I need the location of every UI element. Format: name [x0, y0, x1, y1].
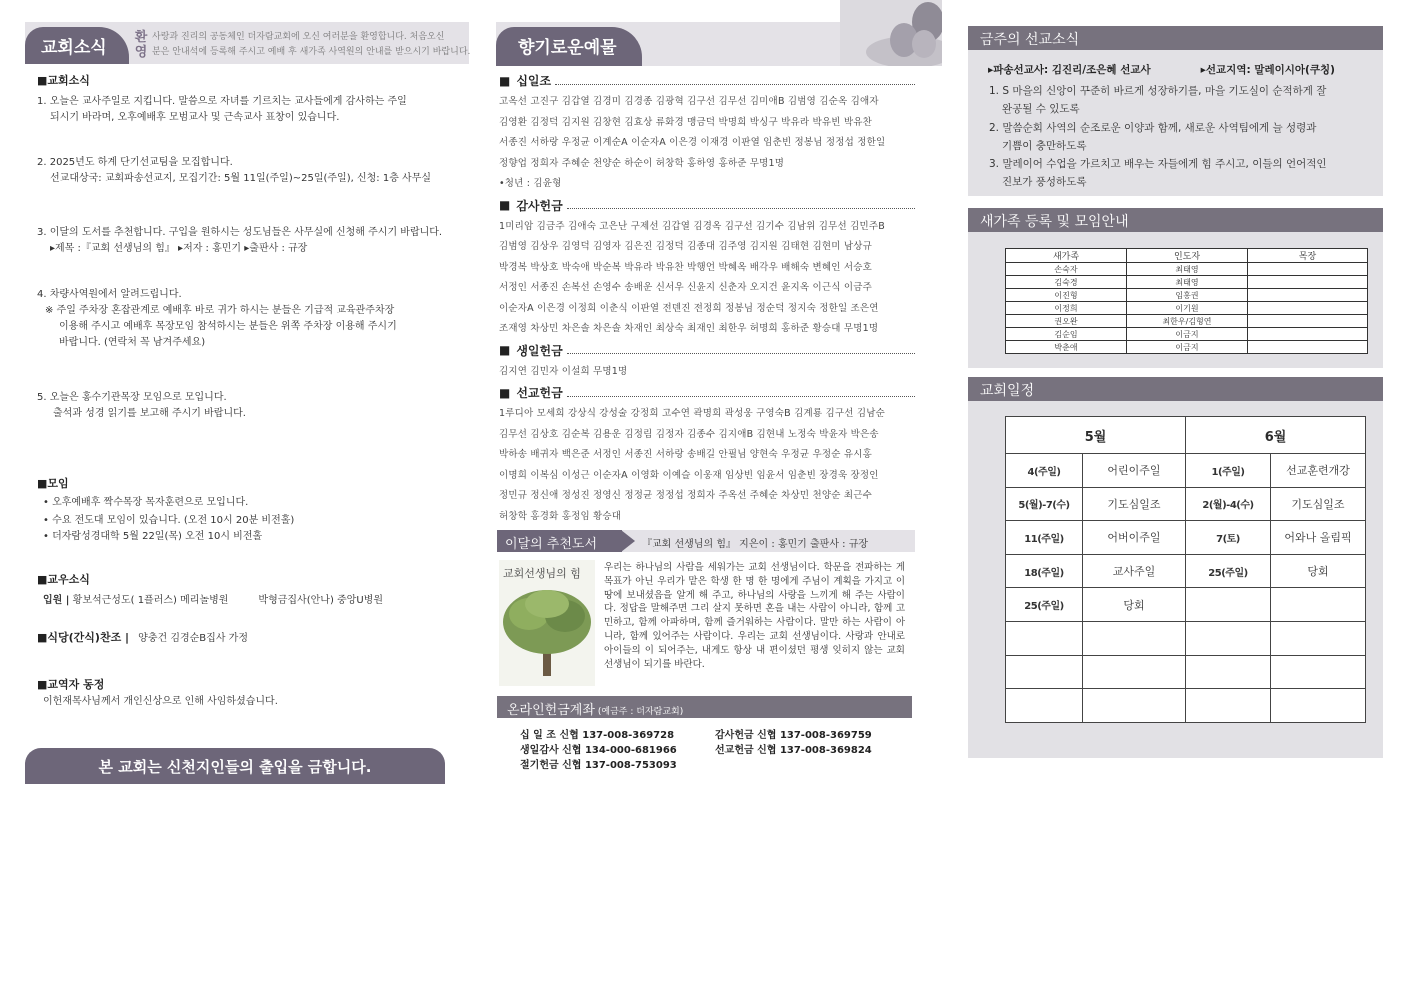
offering-tab: 향기로운예물	[496, 27, 642, 66]
account-item: 감사헌금 신협 137-008-369759	[715, 730, 872, 741]
account-item: 십 일 조 신협 137-008-369728	[520, 730, 675, 741]
online-account-header: 온라인헌금계좌 (예금주 : 더자람교회)	[497, 696, 912, 718]
family-table	[1005, 248, 1368, 354]
news-item-1: 1. 오늘은 교사주일로 지킵니다. 말씀으로 자녀를 기르치는 교사들에게 감사하는 주일 되시기 바라며, 오후예배후 모범교사 및 근속교사 표창이 있습니다.	[37, 96, 407, 123]
visit-section	[37, 571, 457, 609]
offering-names-birthday: 김지연 김민자 이설희 무명1명	[499, 365, 628, 377]
welcome-text: 사랑과 진리의 공동체인 더자람교회에 오신 여러분을 환영합니다. 처음오신 분은 안내석에 등록해 주시고 예배 후 새가족 사역원의 안내를 받으시기 바랍니다.	[152, 32, 471, 57]
table-row: 4(주일) 어린이주일 1(주일) 선교훈련개강	[1006, 454, 1366, 488]
table-row	[1006, 621, 1366, 655]
calendar-month: 5월	[1006, 417, 1186, 454]
offering-title-mission: ■ 선교헌금	[499, 384, 915, 401]
offering-names-mission: 1루디아 모세희 강상식 강성술 강정희 고수연 곽명희 곽성웅 구영숙B 김계룡 김구선 김남순 김무선 김상호 김순복 김용운 김정림 김정자 김종수 김지애B 김현내 노정숙 박윤자 박은송 박하송 배귀자 백은준 서정인 서종진 서하랑 송배길 안필님 양현숙 우정균 우정순 유시홍 이명희 이복심 이성근 이순자A 이영화 이예슬 이웅재 임상빈 임윤서 임춘빈 장경욱 장정인 정민규 정신애 정성진 정영신 정정균 정정섭 정희자 주옥선 주혜순 차상민 천양순 최근수 허창학 홍경화 홍정임 황승대	[499, 408, 885, 522]
meal-header: ■식당(간식)찬조 |	[37, 631, 130, 644]
table-row: 손숙자 최태영	[1006, 263, 1368, 276]
meeting-item: • 더자람성경대학 5월 22일(목) 오전 10시 비전홀	[43, 531, 263, 542]
calendar-month: 6월	[1186, 417, 1366, 454]
news-item-3: 3. 이달의 도서를 추천합니다. 구입을 원하시는 성도님들은 사무실에 신청해 주시기 바랍니다. ▸제목 :『교회 선생님의 힘』 ▸저자 : 홍민기 ▸출판사 : 규장	[37, 227, 443, 254]
table-row: 박춘애 이금지	[1006, 341, 1368, 354]
visit-header: ■교우소식	[37, 573, 90, 586]
family-col-header: 새가족	[1006, 249, 1127, 263]
mission-header: 금주의 선교소식	[968, 26, 1383, 50]
calendar-table	[1005, 416, 1366, 723]
table-row: 11(주일) 어버이주일 7(토) 어와나 올림픽	[1006, 521, 1366, 555]
table-row: 18(주일) 교사주일 25(주일) 당회	[1006, 554, 1366, 588]
family-box-edge	[968, 232, 988, 368]
table-row	[1006, 655, 1366, 689]
book-cover	[499, 560, 595, 686]
news-item-4: 4. 차량사역원에서 알려드립니다. ※ 주일 주차장 혼잡관계로 예배후 바로 귀가 하시는 분들은 기급적 교육관주차장 이용해 주시고 예배후 목장모임 참석하시는 분들은 위쪽 주차장 이용해 주시기 바랍니다. (연락처 꼭 남겨주세요)	[37, 289, 397, 348]
offering-title-thanks: ■ 감사헌금	[499, 197, 915, 214]
table-row: 25(주일) 당회	[1006, 588, 1366, 622]
account-item: 선교헌금 신협 137-008-369824	[715, 745, 872, 756]
meeting-header: ■모임	[37, 477, 69, 490]
arrow-icon	[621, 530, 635, 552]
account-item: 절기헌금 신협 137-008-753093	[520, 760, 677, 771]
welcome-mark: 환 영	[134, 30, 148, 60]
table-row: 5(월)-7(수) 기도심일조 2(월)-4(수) 기도심일조	[1006, 487, 1366, 521]
mission-info: ▸파송선교사: 김진리/조은혜 선교사 ▸선교지역: 말레이시아(쿠칭)	[988, 64, 1335, 76]
book-description: 우리는 하나님의 사람을 세워가는 교회 선생님이다. 학문을 전파하는 게 목표가 아닌 우리가 맡은 학생 한 명 한 명에게 주님이 계획을 가지고 이 땅에 보내셨음을 알게 해 주고, 하나님의 사랑을 느끼게 해 주는 사람이다. 정답을 말해주면 그리 살지 못하면 혼을 내는 사람이 아니라, 함께 고민하고, 함께 아파하며, 함께 즐거워하는 사람이다. 말만 하는 사람이 아니라, 함께 있어주는 사람이다. 우리는 교회 선생님이다. 사랑과 안내로 아이들의 이 되어주는, 내게도 항상 내 편이셨던 평생 잊히지 않는 교회 선생님이 되기를 바란다.	[604, 562, 905, 670]
church-news-tab: 교회소식	[25, 27, 129, 64]
account-item: 생일감사 신협 134-000-681966	[520, 745, 677, 756]
offering-title-birthday: ■ 생일헌금	[499, 342, 915, 359]
notice-banner: 본 교회는 신천지인들의 출입을 금합니다.	[25, 748, 445, 784]
book-bar-info: 『교회 선생님의 힘』 지은이 : 홍민기 출판사 : 규장	[642, 539, 869, 550]
meeting-section	[37, 475, 457, 545]
family-header: 새가족 등록 및 모임안내	[968, 208, 1383, 232]
offering-title-tithe: ■ 십일조	[499, 72, 915, 89]
news-section	[37, 72, 457, 422]
table-row: 이진형 임홍권	[1006, 289, 1368, 302]
offering-names-tithe: 고옥선 고진구 김갑열 김경미 김경종 김광혁 김구선 김무선 김미애B 김범영 김순옥 김애자 김영환 김정덕 김지원 김창현 김효상 류화경 맹금덕 박명희 박싱구 박유라 박유빈 박유찬 서종진 서하랑 우정균 이계순A 이순자A 이은경 이재경 이판열 임춘빈 정봉님 정정섭 정한일 정향업 정희자 주혜순 천양순 하순이 허창학 홍하영 홍하준 무명1명 •청년 : 김윤형	[499, 96, 886, 189]
family-col-header: 목장	[1248, 249, 1368, 263]
meeting-list	[37, 495, 457, 545]
offering-names-thanks: 1미리암 김금주 김애숙 고은난 구제선 김갑열 김경옥 김구선 김기수 김남위 김무선 김민주B 김범영 김상우 김영덕 김영자 김은진 김정덕 김종대 김주영 김지원 김태현 김현미 남상규 박경복 박상호 박숙애 박순복 박유라 박유찬 박행언 박혜옥 배각우 배해숙 변혜인 서승호 서정인 서종진 손복선 손영수 송배운 신서우 신윤지 신춘자 오지건 윤지옥 이근식 이금주 이순자A 이은경 이정희 이춘식 이판열 전덴진 전정희 정봉님 정순덕 정지숙 정한일 조은연 조재영 차상민 차은솔 차은솔 차재인 최상숙 최재인 최한우 허명희 홍하준 황승대 무명1명	[499, 220, 885, 334]
news-header: ■교회소식	[37, 74, 90, 87]
staff-header: ■교역자 동정	[37, 678, 105, 691]
news-item-2: 2. 2025년도 하계 단기선교팀을 모집합니다. 선교대상국: 교회파송선교지, 모집기간: 5월 11일(주일)~25일(주일), 신청: 1층 사무실	[37, 157, 432, 184]
nest-eggs-icon	[840, 0, 942, 66]
family-col-header: 인도자	[1127, 249, 1248, 263]
staff-section	[37, 676, 457, 710]
book-cover-title: 교회선생님의 힘	[503, 567, 581, 580]
calendar-header: 교회일정	[968, 377, 1383, 401]
meeting-item: • 수요 전도대 모임이 있습니다. (오전 10시 20분 비전홀)	[43, 515, 295, 526]
table-row	[1006, 689, 1366, 723]
calendar-box-edge	[968, 401, 988, 758]
meal-text: 양충건 김경순B집사 가정	[138, 633, 248, 644]
table-row: 이정희 이기원	[1006, 302, 1368, 315]
book-bar-title: 이달의 추천도서	[497, 530, 622, 552]
offering-section	[499, 72, 915, 527]
mission-prayer-list: 1. S 마을의 신앙이 꾸준히 바르게 성장하기를, 마을 기도실이 순적하게 잘 완공될 수 있도록 2. 말씀순회 사역의 순조로운 이양과 함께, 새로운 사역팀에게 늘 성령과 기쁨이 충만하도록 3. 말레이어 수업을 가르치고 배우는 자들에게 힘 주시고, 이들의 언어적인 진보가 풍성하도록	[989, 85, 1327, 189]
table-row: 권오완 최한우/김형연	[1006, 315, 1368, 328]
visit-line: 입원 | 황보석근성도( 1플러스) 메리놀병원 박형금집사(안나) 중앙U병원	[43, 595, 383, 606]
account-list	[520, 728, 920, 773]
meal-section	[37, 626, 457, 647]
table-row: 김숙경 최태영	[1006, 276, 1368, 289]
news-item-5: 5. 오늘은 홍수기관목장 모임으로 모입니다. 출석과 성경 읽기를 보고해 주시기 바랍니다.	[37, 392, 246, 419]
table-row: 김순임 이금지	[1006, 328, 1368, 341]
staff-text: 이헌재목사님께서 개인신상으로 인해 사임하셨습니다.	[43, 696, 278, 707]
meeting-item: • 오후예배후 짝수목장 목자훈련으로 모입니다.	[43, 497, 249, 508]
tree-icon	[499, 584, 595, 684]
